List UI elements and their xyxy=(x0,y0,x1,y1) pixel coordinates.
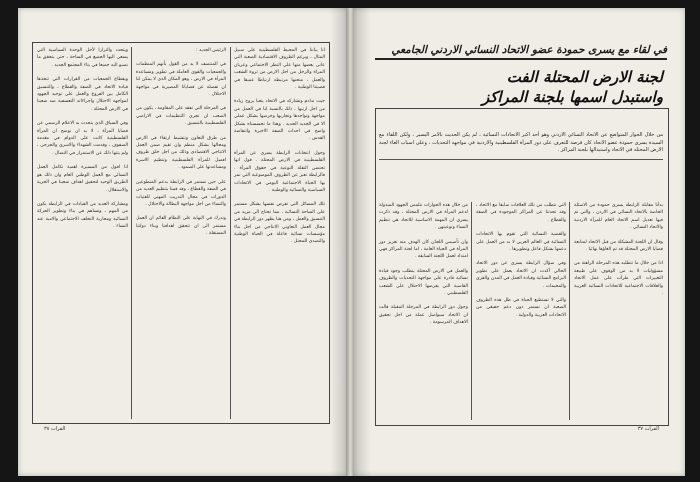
paragraph: وقال ان اللجنة المشكلة من قبل الاتحاد لمتابعة قضايا الارض المحتلة قد تم الغاؤها نهائيا . xyxy=(574,239,663,253)
paragraph: اذا من خلال ما تتطلبه هذه المرحلة الراهنة من مسؤوليات لا بد من الوقوف على طبيعة التغييرات التي طرأت على عمل الاتحاد والعلاقات الاجتماعية للاتحادات النسائية العربية . xyxy=(574,261,663,297)
article-title-line-2: واستبدل اسمها بلجنة المراكز xyxy=(481,88,663,106)
paragraph: والتي لا تستطيع الحياة في ظل هذه الظروف الصعبة ان تستمر دون دعم حقيقي من الاتحادات العربية والدولية . xyxy=(476,298,566,318)
paragraph: تلك المسائل التي تفرض نفسها بشكل مستمر على الساحة النسائية ، مما تحتاج الى مزيد من التنسيق والعمل ، ومن هنا يظهر دور الرابطة في مجال العمل التعاوني الانتاجي من اجل بناء مؤسسات نسائية فاعلة في الحياة الوطنية والتصدي للمحتل . xyxy=(234,202,325,245)
paragraph: الرئيس الجديد : xyxy=(196,48,226,53)
paragraph: وفي السياق الذي يتحدث به الاعلام الرسمي عن قضايا المرأة ، لا بد ان نوضح ان المرأة الفلسطينية كانت على الدوام في مقدمة الصفوف ، وقدمت الشهداء والاسرى والجرحى ، ولم يثنها ذلك عن الاستمرار في النضال . xyxy=(37,121,128,156)
paragraph: في المنتصف لا بد من القول بأنهم المنظمات والجمعيات والقوى العاملة في تطوير ومساعدة المرأة في الارض ، وهو المكان الذي لا يمكن لنا ان نفصله عن قضايانا المصيرية في مواجهة الاحتلال . xyxy=(136,62,226,98)
left-column-3 xyxy=(33,43,132,423)
left-page xyxy=(18,8,348,476)
paragraph: حيث ندادم وتشاركه في الاتحاد يتعبا بروح زيادة من اجل ارتيها ، ذلك بالنسبة لنا في العمل من مواجهة وتواجدها وتجاربها وحرصها بشكل عملي الا في الجديد الجديد . وهذا ما تحسسناه بشكل واضح في احداث الضفة الاخيرة وانتفاضة القدس . xyxy=(234,99,325,142)
paragraph: وان تأسيس اللجان كان الهدف منه تعزيز دور المرأة في الحياة العامة ، اما لجنة المراكز فهي امتداد لعمل اللجنة السابقة . xyxy=(379,239,468,260)
paragraph: بدأنا مقابلة الرابطة يسرى حمودة من الاسئلة الخاصة بالاتحاد النسائي في الاردن ، والتي تم فيها تعديل اسم الاتحاد العام للمرأة الاردنية والاتحاد النسائي . xyxy=(574,203,663,231)
right-column-1 xyxy=(570,198,667,424)
paragraph: وتدرك في النهاية على النظام القائم ان العمل مستمر الى ان تتحقق اهدافنا وبناء دولتنا المستقلة . xyxy=(136,216,226,237)
paragraph: انا اقول من المسيرة اهمية تكامل العمل النسائي مع العمل الوطني العام وان ذلك هو الطريق الوحيد لتحقيق اهداف شعبنا في الحرية والاستقلال . xyxy=(37,165,128,193)
right-column-3 xyxy=(375,198,472,424)
right-page-number: الفرات ٣٧ xyxy=(637,426,659,432)
binding-shadow xyxy=(353,8,371,476)
left-column-2 xyxy=(132,43,230,423)
paragraph: وحول انتخابات الرابطة يسري عن المرأة الفلسطينية في الارض المحتلة . قول انها تحتضن النقلة النوعية في حقوق المرأة . فالرابطة تعبر عن الظروف الموضوعية التي تمر بها الحياة الاجتماعية اليومي في الاتحادات السياسية والنسائية والوطنية . xyxy=(234,150,325,193)
article-title-line-1: لجنة الارض المحتلة الفت xyxy=(506,68,663,86)
paragraph: على حين نستمر في الرابطة بدعم المتطوعين في الضفة والقطاع ، وقد قمنا بتنظيم العديد من الدورات في مجال التدريب المهني للفتيات والنساء من اجل مواجهة البطالة والاحتلال . xyxy=(136,179,226,207)
right-column-2 xyxy=(472,198,570,424)
paragraph: والعمل في الارض المحتلة يتطلب وجود قيادة نسائية قادرة على مواجهة التحديات والظروف القاسية التي يفرضها الاحتلال على الشعب الفلسطيني . xyxy=(379,268,468,297)
column-rule xyxy=(230,47,231,419)
article-kicker: في لقاء مع يسرى حمودة عضو الاتحاد النسائي الاردني الجامعي xyxy=(375,44,667,60)
paragraph: ومشاركة العديد من القيادات في الرابطة يكون من المهم ، وتساهم في بناء وتطوير الحركة النسائية ومحاربة التخلف الاجتماعي والامية عند النساء . xyxy=(37,201,128,230)
paragraph: وفي سؤال الرابطة يسرى عن دور الاتحاد الحالي أكدت ان الاتحاد يعمل على تطوير البرامج النسائية وقيادة العمل في المدن والقرى والمخيمات . xyxy=(476,261,566,289)
paragraph: ويقطاع الجمعيات من القرارات التي تتخذها قيادة الاتحاد في الضفة والقطاع ، والتنسيق الكامل بين الفروع والعمل على توحيد الجهود لمواجهة الاحتلال واجراءاته التعسفية ضد شعبنا في الارض المحتلة . xyxy=(37,77,128,112)
right-page xyxy=(353,8,685,476)
right-body-columns xyxy=(375,198,667,424)
left-page-number: الفرات ٣٨ xyxy=(44,426,66,432)
paragraph: من خلال هذه الحوارات نتلمس الجهود المبذولة لدعم المرأة في الارض المحتلة ، وقد ذكرت يسرى ان المهمة الاساسية للاتحاد هي تنظيم النساء وتوعيتهن . xyxy=(379,203,468,231)
paragraph: وحول دور الرابطة في المرحلة المقبلة قالت ان الاتحاد سيواصل عمله من اجل تحقيق الاهداف المرسومة . xyxy=(379,305,468,326)
article-intro: من خلال الحوار المتواضع عن الاتحاد النسائي الاردني وهو أحد اكبر الاتحادات النسائية ، لم يكن الحديث بالامر اليسير ، ولكن اللقاء مع السيدة يسرى حمودة عضو الاتحاد كان فرصة للتعرف على دور المرأة الفلسطينية والاردنية في مواجهة التحديات ، وعلى اسباب الغاء لجنة الارض المحتلة في الاتحاد واستبدالها بلجنة المراكز . xyxy=(379,132,663,160)
paragraph: من طرق التعاون وتنشيط ارتقاء في الارض ومجالها بشكل منظم وان تقيم ضمن العمل الانتاجي الاقتصادي وذلك من اجل خلق ظروف افضل للمرأة الفلسطينية وتنظيم الاسرة ومساعدتها على الصمود . xyxy=(136,135,226,171)
paragraph: انا بياننا في المحيط الفلسطينية على سبيل المثال ، وبرغم الظروف الاقتصادية الصعبة التي عانى بعضها منها على النظر الاجتماعي وعربان المراة والرجل من اجل الارض من ثروة الشعب والعمل ، منحنها مرتبطة ارتباطا عميقا في قضيتنا الوطنية . xyxy=(234,48,325,91)
article-header xyxy=(375,44,667,104)
paragraph: والقضية النسائية التي تقوم بها الاتحادات النسائية في العالم العربي لا بد من العمل على دعمها بشكل فاعل وتطويرها . xyxy=(476,232,566,253)
left-column-1 xyxy=(230,43,329,423)
paragraph: في المرحلة التي تفقد على المقاومة ، يكون من الصعب ان تجري التنظيمات في الاراضي الفلسطينية بالتنسيق . xyxy=(136,106,226,127)
left-text-frame xyxy=(32,42,330,424)
paragraph: ويتحدد والترارا لأجل الوحدة السياسية التي يسعى اليها الجميع في الساحة ، حتى يتحقق ما نصبو اليه جميعا في بناء المجتمع الجديد . xyxy=(37,48,128,68)
paragraph: التي نتطلب من تلك العلاقات سابقا مع الاتحاد ، وقد تحدثنا عن المراكز الموجودة في الضفة والقطاع . xyxy=(476,203,566,223)
